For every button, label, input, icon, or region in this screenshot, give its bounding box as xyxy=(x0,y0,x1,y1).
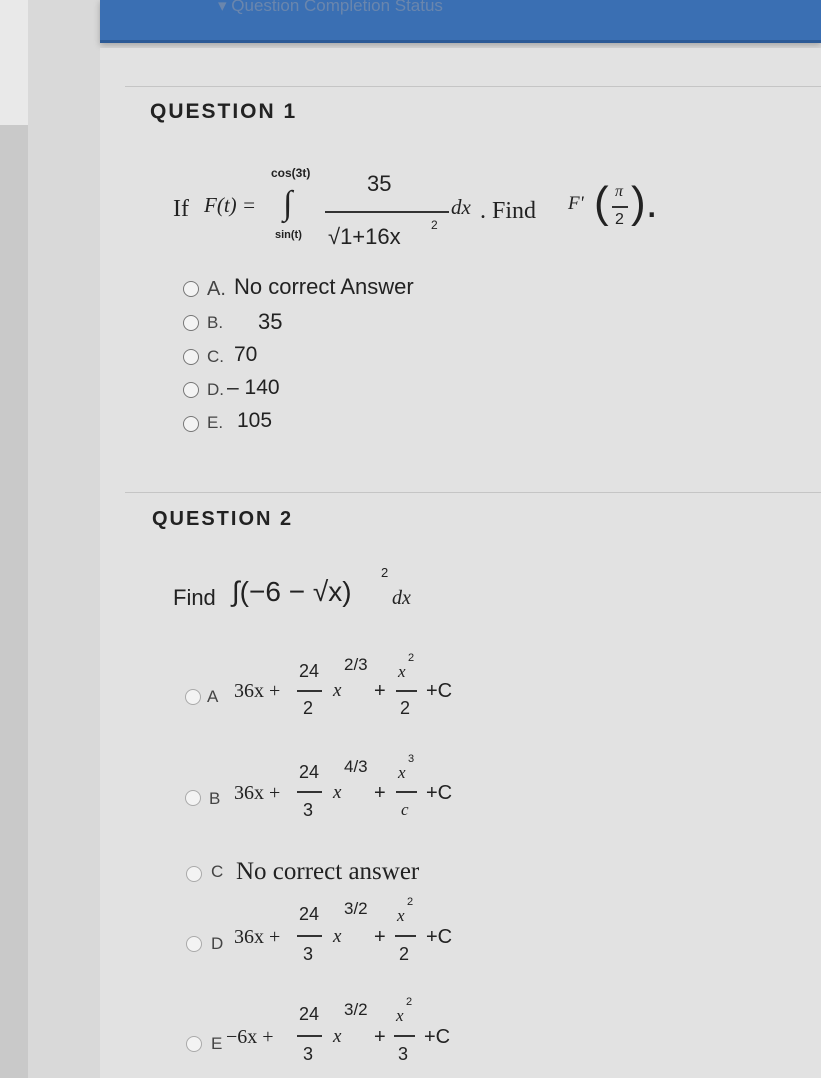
q2-option-d-bar2 xyxy=(395,935,416,937)
q2-option-a-num2: x xyxy=(398,662,406,681)
q2-option-e-num2: x xyxy=(396,1006,404,1025)
q2-option-b-plus: + xyxy=(374,782,386,804)
q2-option-d-plus: + xyxy=(374,926,386,948)
q2-option-d-den2: 2 xyxy=(399,944,410,964)
q1-option-b-text: 35 xyxy=(258,309,283,334)
q2-option-a-tail: +C xyxy=(426,680,453,702)
q2-option-a-lead: 36x + xyxy=(234,680,281,702)
open-paren: ( xyxy=(594,178,609,227)
q2-option-d-lead: 36x + xyxy=(234,926,281,948)
q1-option-c-text: 70 xyxy=(234,343,258,366)
q1-option-d-letter: D. xyxy=(207,380,224,399)
q2-option-a-bar1 xyxy=(297,690,322,692)
lower-limit: sin(t) xyxy=(275,229,302,241)
q2-option-b-bar2 xyxy=(396,791,417,793)
q2-option-b-lead: 36x + xyxy=(234,782,281,804)
q2-option-a-den1: 2 xyxy=(303,698,314,718)
function-name: F(t) = xyxy=(204,193,257,217)
q2-option-a-radio[interactable] xyxy=(185,689,201,705)
arg-fraction-bar xyxy=(612,206,628,208)
expression-exponent: 2 xyxy=(381,565,389,580)
question-2-title: QUESTION 2 xyxy=(152,508,294,530)
q2-option-e-num2-exp: 2 xyxy=(406,996,413,1008)
q1-option-d-radio[interactable] xyxy=(183,382,199,398)
if-word: If xyxy=(173,196,189,222)
q2-option-e-radio[interactable] xyxy=(186,1036,202,1052)
q2-option-b-tail: +C xyxy=(426,782,453,804)
q2-option-e-bar2 xyxy=(394,1035,415,1037)
q2-option-d-num1: 24 xyxy=(299,904,320,924)
q1-option-d-text: – 140 xyxy=(227,376,280,399)
q2-option-b-power: 4/3 xyxy=(344,757,368,776)
f-prime: F' xyxy=(568,193,584,214)
q2-option-d-letter: D xyxy=(211,934,224,953)
q2-option-b-num2-exp: 3 xyxy=(408,753,415,765)
integrand-numerator: 35 xyxy=(367,171,392,196)
q2-option-b-letter: B xyxy=(209,789,221,808)
q2-option-a-den2: 2 xyxy=(400,698,411,718)
q2-option-d-bar1 xyxy=(297,935,322,937)
q2-option-a-letter: A xyxy=(207,687,219,706)
q2-option-b-num2: x xyxy=(398,763,406,782)
q2-option-e-x: x xyxy=(333,1026,342,1047)
divider xyxy=(125,86,821,87)
q2-option-e-lead: −6x + xyxy=(226,1026,274,1048)
q2-option-a-plus: + xyxy=(374,680,386,702)
q2-option-e-plus: + xyxy=(374,1026,386,1048)
q2-option-e-den1: 3 xyxy=(303,1044,314,1064)
q2-option-b-bar1 xyxy=(297,791,322,793)
q2-option-e-bar1 xyxy=(297,1035,322,1037)
q1-option-e-text: 105 xyxy=(237,409,273,432)
q1-option-c-radio[interactable] xyxy=(183,349,199,365)
q1-option-a-radio[interactable] xyxy=(183,281,199,297)
q2-option-d-tail: +C xyxy=(426,926,453,948)
q1-option-e-radio[interactable] xyxy=(183,416,199,432)
q2-option-a-power: 2/3 xyxy=(344,655,368,674)
q2-option-d-num2: x xyxy=(397,906,405,925)
q2-option-d-num2-exp: 2 xyxy=(407,896,414,908)
q2-option-a-num2-exp: 2 xyxy=(408,652,415,664)
collapse-icon: ▾ xyxy=(218,0,232,15)
denominator-exponent: 2 xyxy=(431,218,438,232)
integral-expression: ∫(−6 − √x) xyxy=(232,576,352,607)
q2-option-c-text: No correct answer xyxy=(236,858,420,885)
q2-option-b-den2: c xyxy=(401,800,409,819)
q1-option-c-letter: C. xyxy=(207,347,224,366)
q2-option-d-radio[interactable] xyxy=(186,936,202,952)
q1-option-b-radio[interactable] xyxy=(183,315,199,331)
arg-denominator: 2 xyxy=(615,211,624,228)
q1-option-e-letter: E. xyxy=(207,413,224,432)
q2-option-e-num1: 24 xyxy=(299,1004,320,1024)
divider xyxy=(125,492,821,493)
question-status-bar[interactable] xyxy=(100,0,821,43)
arg-numerator: π xyxy=(615,183,624,200)
left-panel xyxy=(0,0,28,125)
q2-option-a-num1: 24 xyxy=(299,661,320,681)
q2-option-e-tail: +C xyxy=(424,1026,451,1048)
q2-option-a-bar2 xyxy=(396,690,417,692)
integral-sign: ∫ xyxy=(283,185,293,222)
dx: dx xyxy=(451,195,471,219)
q1-option-a-text: No correct Answer xyxy=(234,274,414,299)
q2-option-a-x: x xyxy=(333,680,342,701)
q2-option-d-power: 3/2 xyxy=(344,899,368,918)
q2-option-b-den1: 3 xyxy=(303,800,314,820)
q2-option-b-radio[interactable] xyxy=(185,790,201,806)
fraction-bar xyxy=(325,211,449,213)
close-paren: ). xyxy=(631,178,658,227)
q2-option-b-x: x xyxy=(333,782,342,803)
q2-option-b-num1: 24 xyxy=(299,762,320,782)
find-text: . Find xyxy=(480,198,537,224)
q2-option-c-letter: C xyxy=(211,862,224,881)
q2-option-e-letter: E xyxy=(211,1034,223,1053)
q1-option-b-letter: B. xyxy=(207,313,224,332)
question-1-title: QUESTION 1 xyxy=(150,100,298,123)
dx: dx xyxy=(392,587,411,609)
status-label[interactable]: ▾ Question Completion Status xyxy=(218,0,443,16)
page-left-edge xyxy=(0,0,28,1078)
q1-option-a-letter: A. xyxy=(207,278,226,300)
q2-option-e-power: 3/2 xyxy=(344,1000,368,1019)
q2-option-e-den2: 3 xyxy=(398,1044,409,1064)
upper-limit: cos(3t) xyxy=(271,166,311,180)
find-text: Find xyxy=(173,585,216,610)
q2-option-d-den1: 3 xyxy=(303,944,314,964)
q2-option-c-radio[interactable] xyxy=(186,866,202,882)
q2-option-d-x: x xyxy=(333,926,342,947)
integrand-denominator: √1+16x xyxy=(328,224,401,249)
